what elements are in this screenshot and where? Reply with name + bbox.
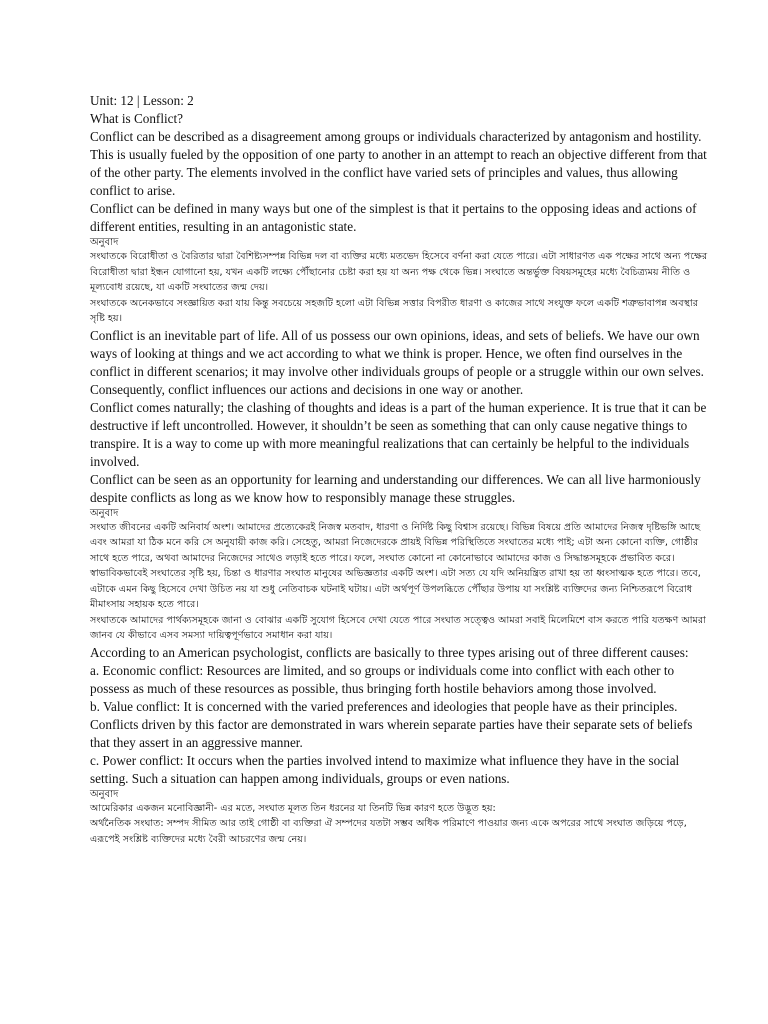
paragraph-power-conflict: c. Power conflict: It occurs when the parties involved intend to maximize what influence they have in the social setting. Such a situation can happen among individuals, groups or even nations. (90, 752, 680, 786)
document-page (90, 92, 712, 847)
bengali-translation-paragraph: আমেরিকার একজন মনোবিজ্ঞানী- এর মতে, সংঘাত মূলত তিন ধরনের যা তিনটি ভিন্ন কারণ হতে উদ্ভূত হয়: (90, 802, 496, 814)
translation-label: অনুবাদ (90, 507, 119, 519)
paragraph-simple-definition: Conflict can be defined in many ways but one of the simplest is that it pertains to the opposing ideas and actions of different entities, resulting in an antagonistic state. (90, 201, 697, 234)
translation-label: অনুবাদ (90, 788, 119, 800)
bengali-translation-paragraph: সংঘাত জীবনের একটি অনিবার্য অংশ। আমাদের প্রত্যেকেরই নিজস্ব মতবাদ, ধারণা ও নির্দিষ্ট কিছু বিশ্বাস রয়েছে। বিভিন্ন বিষয়ে প্রতি আমাদের নিজস্ব দৃষ্টিভঙ্গি আছে এবং আমরা যা ঠিক মনে করি সে অনুযায়ী কাজ করি। সেহেতু, আমরা নিজেদেরকে প্রায়ই বিভিন্ন পরিস্থিতিতে সংঘাতের মধ্যে পাই; এটা অন্য কোনো ব্যক্তি, গোষ্ঠীর সাথে হতে পারে, অথবা আমাদের নিজেদের সাথেও লড়াই হতে পারে। ফলে, সংঘাত কোনো না কোনোভাবে আমাদের কাজ ও সিদ্ধান্তসমূহকে প্রভাবিত করে। (90, 521, 701, 564)
paragraph-natural: Conflict comes naturally; the clashing of thoughts and ideas is a part of the human experience. It is true that it can be destructive if left uncontrolled. However, it shouldn’t be seen as something that can only cause negative things to transpire. It is a way to come up with more meaningful realizations that can certainly be helpful to the individuals involved. (90, 399, 707, 469)
paragraph-definition: Conflict can be described as a disagreement among groups or individuals characterized by antagonism and hostility. This is usually fueled by the opposition of one party to another in an attempt to reach an objective different from that of the other party. The elements involved in the conflict have varied sets of principles and values, thus allowing conflict to arise. (90, 129, 707, 198)
paragraph-three-types: According to an American psychologist, conflicts are basically to three types arising out of three different causes: (90, 644, 689, 660)
paragraph-opportunity: Conflict can be seen as an opportunity for learning and understanding our differences. We can all live harmoniously despite conflicts as long as we know how to responsibly manage these struggles. (90, 471, 701, 505)
paragraph-economic-conflict: a. Economic conflict: Resources are limited, and so groups or individuals come into conflict with each other to possess as much of these resources as possible, thus bringing forth hostile behaviors among those involved. (90, 662, 675, 696)
paragraph-inevitable: Conflict is an inevitable part of life. All of us possess our own opinions, ideas, and sets of beliefs. We have our own ways of looking at things and we act according to what we think is proper. Hence, we often find ourselves in the conflict in different scenarios; it may involve other individuals groups of people or a struggle within our own selves. Consequently, conflict influences our actions and decisions in one way or another. (90, 327, 704, 397)
bengali-translation-paragraph: সংঘাতকে অনেকভাবে সংজ্ঞায়িত করা যায় কিন্তু সবচেয়ে সহজটি হলো এটা বিভিন্ন সত্তার বিপরীত ধারণা ও কাজের সাথে সংযুক্ত ফলে একটি শত্রুভাবাপন্ন অবস্থার সৃষ্টি হয়। (90, 297, 698, 324)
section-question: What is Conflict? (90, 111, 184, 126)
unit-lesson-heading: Unit: 12 | Lesson: 2 (90, 93, 194, 108)
bengali-translation-paragraph: অর্থনৈতিক সংঘাত: সম্পদ সীমিত আর তাই গোষ্ঠী বা ব্যক্তিরা ঐ সম্পদের যতটা সম্ভব অধিক পরিমাণে পাওয়ার জন্য একে অপরের সাথে সংঘাত জড়িয়ে পড়ে, এরূপেই সংশ্লিষ্ট ব্যক্তিদের মধ্যে বৈরী আচরণের জন্ম নেয়। (90, 818, 687, 845)
bengali-translation-paragraph: সংঘাতকে আমাদের পার্থক্যসমূহকে জানা ও বোঝার একটি সুযোগ হিসেবে দেখা যেতে পারে সংঘাত সত্ত্বেও আমরা সবাই মিলেমিশে বাস করতে পারি যতক্ষণ আমরা জানব যে কীভাবে এসব সমস্যা দায়িত্বপূর্ণভাবে সমাধান করা যায়। (90, 614, 706, 641)
translation-label: অনুবাদ (90, 237, 119, 248)
bengali-translation-paragraph: স্বাভাবিকভাবেই সংঘাতের সৃষ্টি হয়, চিন্তা ও ধারণার সংঘাত মানুষের অভিজ্ঞতার একটি অংশ। এটা সত্য যে যদি অনিয়ন্ত্রিত রাখা হয় তা ধ্বংসাত্মক হতে পারে। তবে, এটাকে এমন কিছু হিসেবে দেখা উচিত নয় যা শুধু নেতিবাচক ঘটনাই ঘটায়। এটা অর্থপূর্ণ উপলব্ধিতে পৌঁছার উপায় যা সংশ্লিষ্ট ব্যক্তিদের জন্য নিশ্চিতরূপে বিরোধ মীমাংসায় সহায়ক হতে পারে। (90, 568, 701, 610)
bengali-translation-paragraph: সংঘাতকে বিরোধীতা ও বৈরিতার দ্বারা বৈশিষ্ট্যসম্পন্ন বিভিন্ন দল বা ব্যক্তির মধ্যে মতভেদ হিসেবে বর্ণনা করা যেতে পারে। এটা সাধারণত এক পক্ষের সাথে অন্য পক্ষের বিরোধীতা দ্বারা ইন্ধন যোগানো হয়, যখন একটি লক্ষ্যে পৌঁছানোর চেষ্টা করা হয় যা অন্য পক্ষ থেকে ভিন্ন। সংঘাতে অন্তর্ভুক্ত বিষয়সমূহের মধ্যে বৈচিত্র্যময় নীতি ও মূল্যবোধ রয়েছে, যা একটি সংঘাতের জন্ম দেয়। (90, 251, 708, 293)
paragraph-value-conflict: b. Value conflict: It is concerned with the varied preferences and ideologies that people have as their principles. Conflicts driven by this factor are demonstrated in wars wherein separate parties have their separate sets of beliefs that they assert in an aggressive manner. (90, 698, 693, 750)
